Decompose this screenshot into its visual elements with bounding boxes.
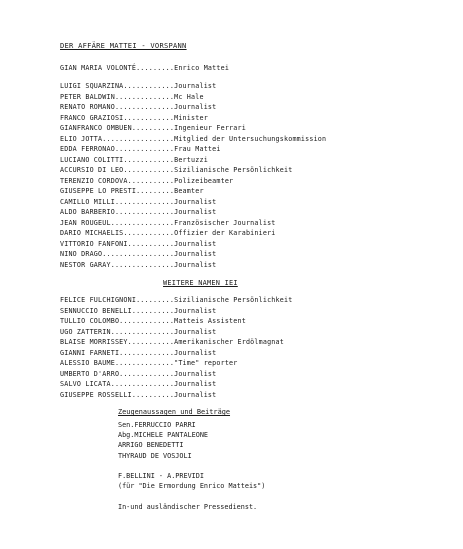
sources-heading: Zeugenaussagen und Beiträge (118, 408, 231, 416)
additional-cast-credit-row: UGO ZATTERIN...............Journalist (60, 327, 217, 336)
cast-credit-row: CAMILLO MILLI..............Journalist (60, 197, 217, 206)
cast-credit-row: RENATO ROMANO..............Journalist (60, 103, 217, 111)
section-heading: WEITERE NAMEN IEI (163, 279, 238, 287)
cast-credit-row: ALDO BARBERIO..............Journalist (60, 208, 217, 216)
lead-credit-row: GIAN MARIA VOLONTÉ.........Enrico Mattei (60, 64, 230, 72)
cast-credit-row: FRANCO GRAZIOSI............Minister (60, 113, 208, 122)
source-line: Sen.FERRUCCIO PARRI (118, 421, 196, 429)
cast-credit-row: PETER BALDWIN..............Mc Hale (60, 92, 204, 101)
cast-credit-row: NINO DRAGO.................Journalist (60, 250, 217, 258)
additional-cast-credit-row: GIUSEPPE ROSSELLI..........Journalist (60, 390, 217, 399)
additional-cast-credit-row: SENNUCCIO BENELLI..........Journalist (60, 306, 217, 315)
additional-cast-credit-row: UMBERTO D'ARRO.............Journalist (60, 369, 217, 378)
source-line: ARRIGO BENEDETTI (118, 441, 184, 450)
source-line: Abg.MICHELE PANTALEONE (118, 431, 209, 440)
cast-credit-row: ELIO JOTTA.................Mitglied der Untersuchungskommission (60, 134, 327, 143)
cast-credit-row: VITTORIO FANFONI...........Journalist (60, 239, 217, 248)
cast-credit-row: TERENZIO CORDOVA...........Polizeibeamter (60, 176, 234, 185)
source-line: F.BELLINI - A.PREVIDI (118, 472, 204, 480)
source-line: THYRAUD DE VOSJOLI (118, 451, 192, 460)
additional-cast-credit-row: SALVO LICATA...............Journalist (60, 380, 217, 388)
cast-credit-row: DARIO MICHAELIS............Offizier der Karabinieri (60, 229, 276, 237)
additional-cast-credit-row: GIANNI FARNETI.............Journalist (60, 348, 217, 357)
source-line: (für "Die Ermordung Enrico Matteis") (118, 482, 266, 491)
cast-credit-row: LUIGI SQUARZINA............Journalist (60, 82, 217, 90)
cast-credit-row: LUCIANO COLITTI............Bertuzzi (60, 155, 208, 164)
additional-cast-credit-row: BLAISE MORRISSEY...........Amerikanischer Erdölmagnat (60, 338, 284, 346)
cast-credit-row: NESTOR GARAY...............Journalist (60, 260, 217, 269)
cast-credit-row: GIANFRANCO OMBUEN..........Ingenieur Ferrari (60, 124, 246, 132)
page-title: DER AFFÄRE MATTEI - VORSPANN (60, 41, 187, 50)
cast-credit-row: JEAN ROUGEUL...............Französischer Journalist (60, 218, 276, 227)
cast-credit-row: GIUSEPPE LO PRESTI.........Beamter (60, 187, 204, 195)
cast-credit-row: EDDA FERRONAO..............Frau Mattei (60, 145, 221, 153)
additional-cast-credit-row: TULLIO COLOMBO.............Matteis Assistent (60, 317, 246, 325)
cast-credit-row: ACCURSIO DI LEO............Sizilianische Persönlichkeit (60, 166, 293, 174)
additional-cast-credit-row: ALESSIO BAUME.............."Time" reporter (60, 359, 238, 367)
additional-cast-credit-row: FELICE FULCHIGNONI.........Sizilianische Persönlichkeit (60, 296, 293, 304)
source-line: In-und ausländischer Pressedienst. (118, 502, 258, 511)
